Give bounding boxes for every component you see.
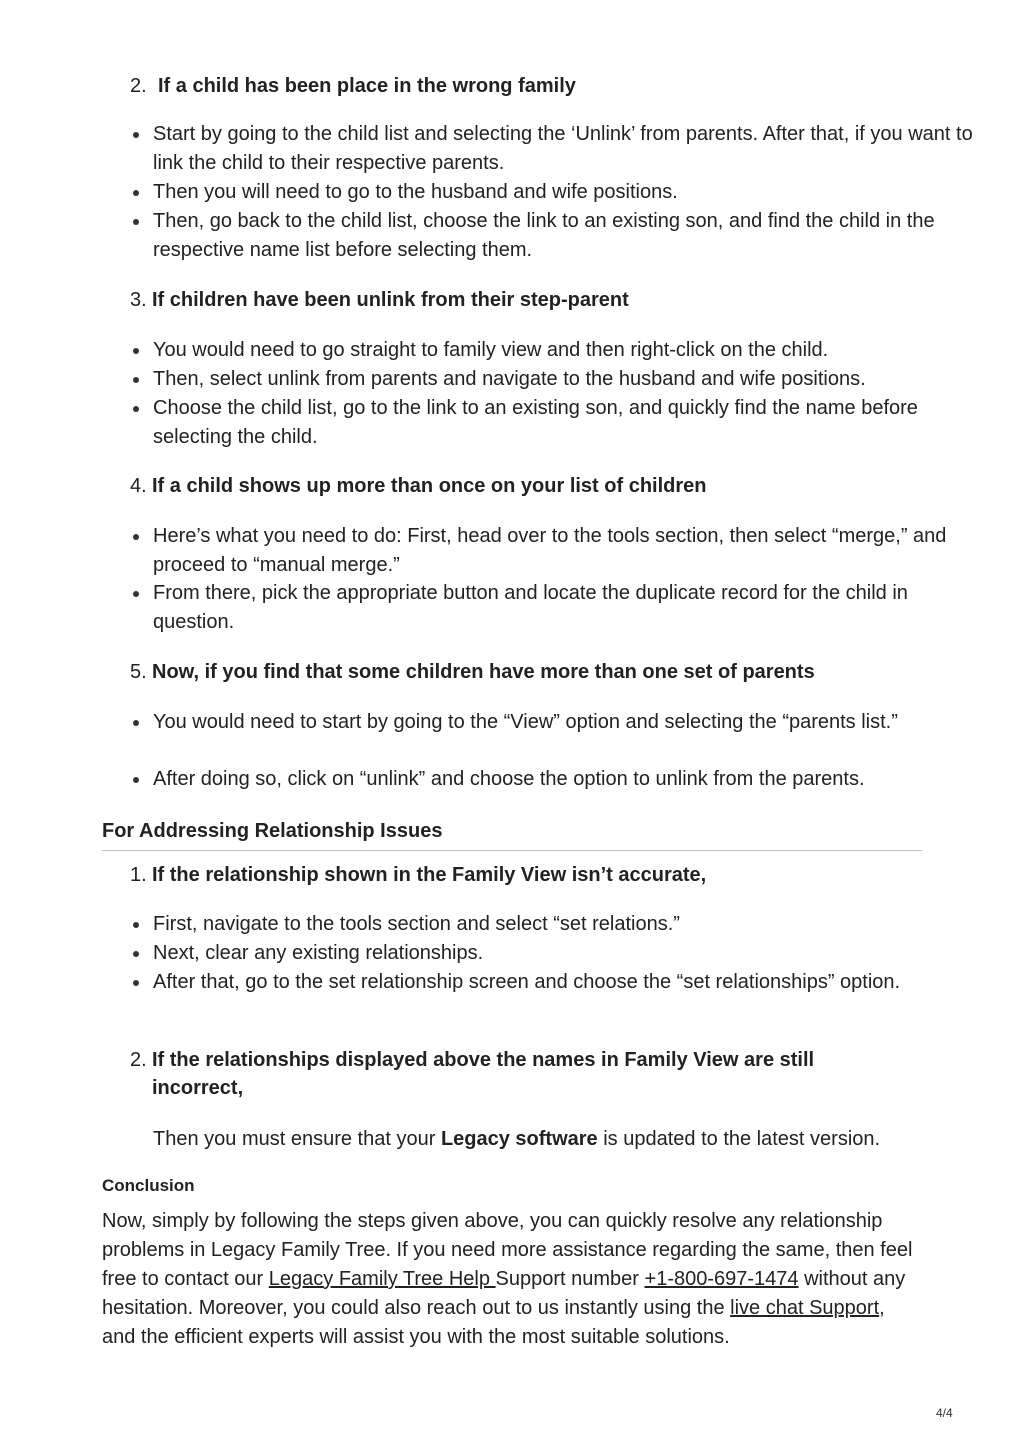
bullet-item: Next, clear any existing relationships. xyxy=(102,939,973,968)
page-number: 4/4 xyxy=(936,1406,953,1420)
live-chat-link[interactable]: live chat Support xyxy=(730,1297,880,1319)
conclusion-paragraph: Now, simply by following the steps given above, you can quickly resolve any relationship problems in Legacy Family Tree. If you need more assistance regarding the same, then feel free to contact our Legacy Family Tree Help Support number +1-800-697-1474 without any hesitation. Moreover, you could also reach out to us instantly using the live chat Support, and the efficient experts will assist you with the most suitable solutions. xyxy=(102,1210,913,1348)
list-heading-text: If the relationships displayed above the names in Family View are still incorrect, xyxy=(152,1049,815,1099)
bullet-item: Then, go back to the child list, choose the link to an existing son, and find the child in the respective name list before selecting them. xyxy=(102,207,973,265)
list-heading-5 xyxy=(130,658,920,686)
bullet-item: Then, select unlink from parents and navigate to the husband and wife positions. xyxy=(102,365,973,394)
relationship-heading-1 xyxy=(130,861,920,889)
bullet-item: After that, go to the set relationship screen and choose the “set relationships” option. xyxy=(102,968,973,997)
list-number: 3. xyxy=(130,289,147,311)
bullet-item: Here’s what you need to do: First, head over to the tools section, then select “merge,” and proceed to “manual merge.” xyxy=(102,522,973,580)
relationship-heading-2 xyxy=(130,1046,850,1102)
list-number: 2. xyxy=(130,75,147,97)
list-heading-text: Now, if you find that some children have more than one set of parents xyxy=(152,661,815,683)
list-heading-text: If the relationship shown in the Family View isn’t accurate, xyxy=(152,864,707,886)
list-heading-text: If a child has been place in the wrong family xyxy=(158,75,576,97)
list-heading-3 xyxy=(130,286,920,314)
bullet-item: Start by going to the child list and selecting the ‘Unlink’ from parents. After that, if you want to link the child to their respective parents. xyxy=(102,120,973,178)
list-number: 5. xyxy=(130,661,147,683)
section-divider xyxy=(102,850,922,851)
bullet-item: You would need to go straight to family view and then right-click on the child. xyxy=(102,336,973,365)
bullet-item: Then you will need to go to the husband and wife positions. xyxy=(102,178,973,207)
software-note: Then you must ensure that your Legacy software is updated to the latest version. xyxy=(153,1128,881,1150)
bullet-item: From there, pick the appropriate button and locate the duplicate record for the child in question. xyxy=(102,579,973,637)
list-heading-2 xyxy=(130,72,920,100)
bullet-item: You would need to start by going to the “View” option and selecting the “parents list.” xyxy=(102,708,973,737)
list-heading-4 xyxy=(130,472,920,500)
help-link[interactable]: Legacy Family Tree Help xyxy=(268,1268,496,1290)
list-heading-text: If a child shows up more than once on your list of children xyxy=(152,475,707,497)
bullet-item: First, navigate to the tools section and select “set relations.” xyxy=(102,910,973,939)
list-number: 4. xyxy=(130,475,147,497)
bullet-item: Choose the child list, go to the link to an existing son, and quickly find the name before selecting the child. xyxy=(102,394,973,452)
bullet-item: After doing so, click on “unlink” and choose the option to unlink from the parents. xyxy=(102,765,973,794)
list-number: 2. xyxy=(130,1049,147,1071)
phone-link[interactable]: +1-800-697-1474 xyxy=(644,1268,799,1290)
conclusion-heading: Conclusion xyxy=(102,1176,195,1195)
software-name: Legacy software xyxy=(440,1128,598,1150)
list-number: 1. xyxy=(130,864,147,886)
section-heading: For Addressing Relationship Issues xyxy=(102,820,443,842)
list-heading-text: If children have been unlink from their step-parent xyxy=(152,289,629,311)
